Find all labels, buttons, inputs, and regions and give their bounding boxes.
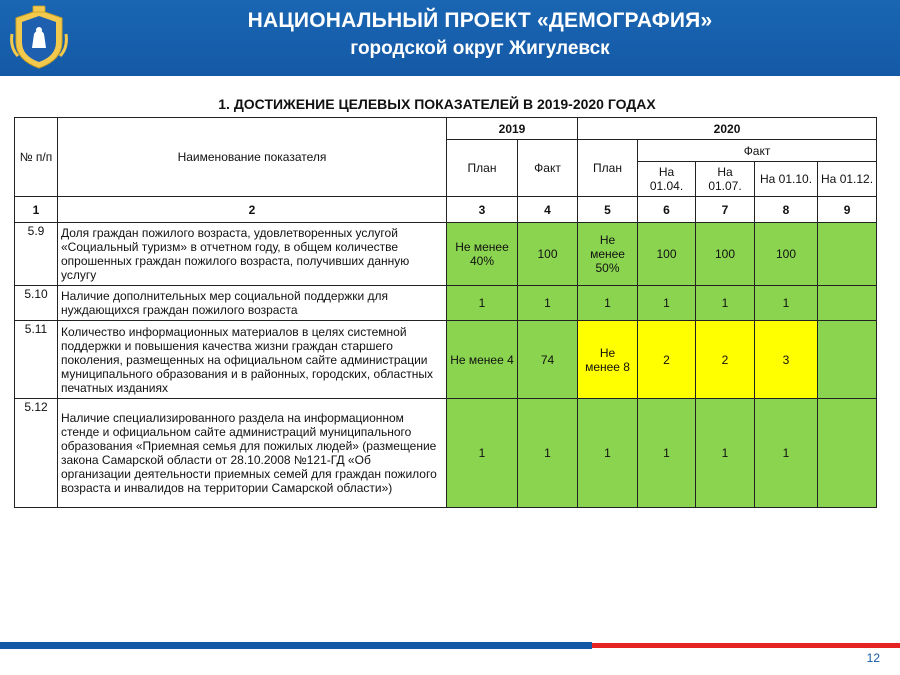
cell-value: 1 <box>518 399 578 508</box>
cell-value: 2 <box>696 321 755 399</box>
row-num: 5.9 <box>15 223 58 286</box>
header-subtitle: городской округ Жигулевск <box>350 38 610 59</box>
cell-value: 3 <box>755 321 818 399</box>
row-name: Наличие специализированного раздела на информационном стенде и официальном сайте администраций муниципального образования «Приемная семья для пожилых людей» (размещение закона Самарской области от 28.10.2008 №121-ГД «Об организации деятельности приемных семей для граждан пожилого возраста и инвалидов на территории Самарской области») <box>58 399 447 508</box>
table-row <box>15 399 877 508</box>
cell-value: 1 <box>696 286 755 321</box>
header-plan-2019: План <box>447 140 518 197</box>
cell-value: 1 <box>638 399 696 508</box>
row-num: 5.10 <box>15 286 58 321</box>
table-row <box>15 321 877 399</box>
cell-value: 1 <box>578 399 638 508</box>
header-date-0107: На 01.07. <box>696 162 755 197</box>
cell-value: 1 <box>518 286 578 321</box>
cell-value: 100 <box>755 223 818 286</box>
header-date-0112: На 01.12. <box>818 162 877 197</box>
cell-value <box>818 321 877 399</box>
table-row <box>15 223 877 286</box>
header-date-0110: На 01.10. <box>755 162 818 197</box>
header-banner <box>0 0 900 76</box>
row-name: Доля граждан пожилого возраста, удовлетворенных услугой «Социальный туризм» в отчетном году, в общем количестве опрошенных граждан пожилого возраста, получивших данную услугу <box>58 223 447 286</box>
section-title: 1. ДОСТИЖЕНИЕ ЦЕЛЕВЫХ ПОКАЗАТЕЛЕЙ В 2019-2020 ГОДАХ <box>218 96 656 112</box>
page-number: 12 <box>866 651 880 665</box>
header-date-0104: На 01.04. <box>638 162 696 197</box>
coat-of-arms-icon <box>10 4 68 70</box>
cell-value: 100 <box>638 223 696 286</box>
cell-value: Не менее 50% <box>578 223 638 286</box>
header-year-2019: 2019 <box>447 118 578 140</box>
footer-bar-blue <box>0 642 592 649</box>
col-number: 4 <box>518 197 578 223</box>
cell-value: 100 <box>696 223 755 286</box>
col-number: 5 <box>578 197 638 223</box>
cell-value: Не менее 8 <box>578 321 638 399</box>
col-number: 2 <box>58 197 447 223</box>
header-num: № п/п <box>15 118 58 197</box>
col-number: 8 <box>755 197 818 223</box>
cell-value: 2 <box>638 321 696 399</box>
cell-value <box>818 223 877 286</box>
table-row <box>15 286 877 321</box>
cell-value: 1 <box>755 399 818 508</box>
cell-value: 100 <box>518 223 578 286</box>
col-number: 7 <box>696 197 755 223</box>
cell-value: 1 <box>447 286 518 321</box>
col-number: 6 <box>638 197 696 223</box>
col-number: 9 <box>818 197 877 223</box>
col-number: 1 <box>15 197 58 223</box>
cell-value: 1 <box>755 286 818 321</box>
header-fact-2019: Факт <box>518 140 578 197</box>
header-year-2020: 2020 <box>578 118 877 140</box>
cell-value: 1 <box>638 286 696 321</box>
footer-bar-red <box>592 643 900 648</box>
cell-value: 74 <box>518 321 578 399</box>
cell-value <box>818 399 877 508</box>
cell-value: 1 <box>578 286 638 321</box>
cell-value: 1 <box>447 399 518 508</box>
row-name: Количество информационных материалов в целях системной поддержки и повышения качества жизни граждан старшего поколения, размещенных на официальном сайте администрации муниципального образования и в районных, городских, областных печатных изданиях <box>58 321 447 399</box>
header-name: Наименование показателя <box>58 118 447 197</box>
row-num: 5.12 <box>15 399 58 508</box>
header-plan-2020: План <box>578 140 638 197</box>
indicators-table <box>14 117 877 508</box>
row-name: Наличие дополнительных мер социальной поддержки для нуждающихся граждан пожилого возраста <box>58 286 447 321</box>
header-title: НАЦИОНАЛЬНЫЙ ПРОЕКТ «ДЕМОГРАФИЯ» <box>247 9 713 32</box>
cell-value: Не менее 4 <box>447 321 518 399</box>
col-number: 3 <box>447 197 518 223</box>
cell-value: Не менее 40% <box>447 223 518 286</box>
header-fact-2020: Факт <box>638 140 877 162</box>
row-num: 5.11 <box>15 321 58 399</box>
cell-value <box>818 286 877 321</box>
cell-value: 1 <box>696 399 755 508</box>
